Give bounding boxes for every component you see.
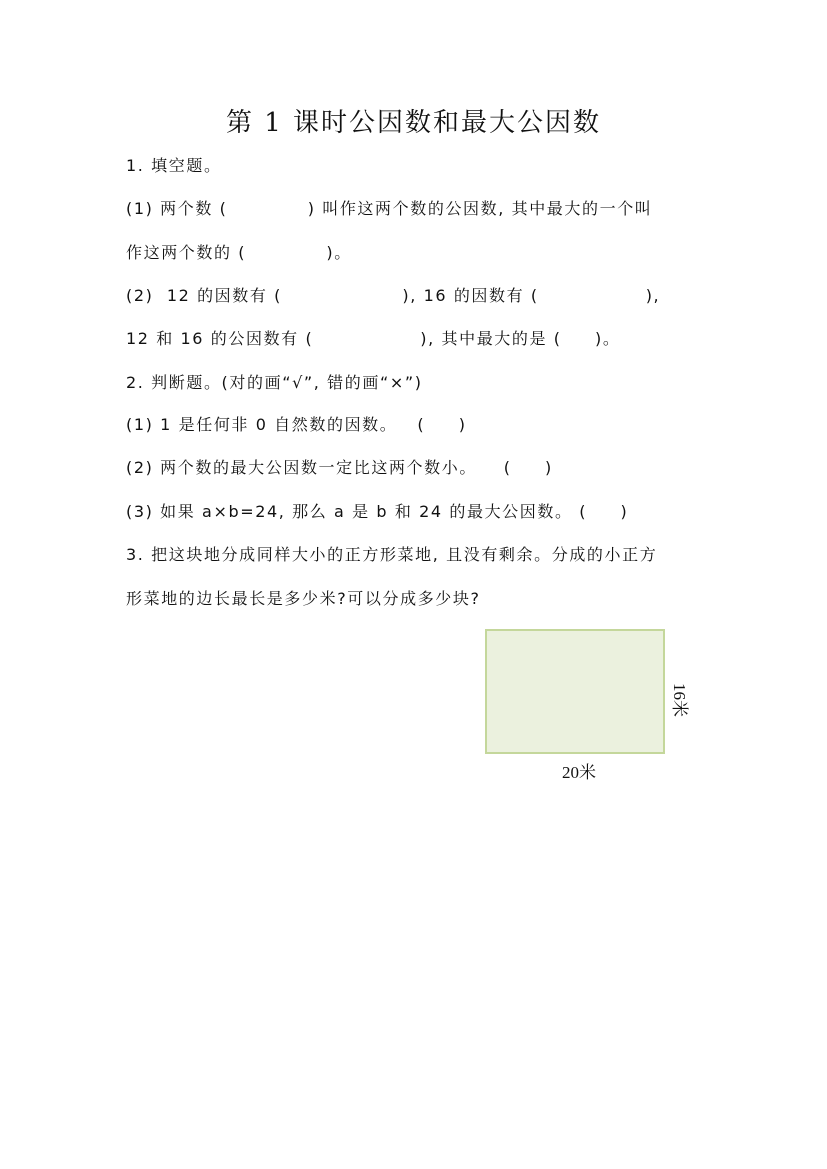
q1-2-line-1: (2) 12 的因数有 ( ), 16 的因数有 ( ), bbox=[126, 286, 661, 305]
section-1-heading: 1. 填空题。 bbox=[126, 156, 222, 175]
q1-2-line-2: 12 和 16 的公因数有 ( ), 其中最大的是 ( )。 bbox=[126, 329, 621, 348]
height-label: 16米 bbox=[670, 683, 689, 717]
section-2-heading: 2. 判断题。(对的画“√”, 错的画“×”) bbox=[126, 373, 423, 392]
q2-3: (3) 如果 a×b=24, 那么 a 是 b 和 24 的最大公因数。 ( ) bbox=[126, 502, 629, 521]
page-title: 第 1 课时公因数和最大公因数 bbox=[225, 108, 602, 138]
q1-1-line-1: (1) 两个数 ( ) 叫作这两个数的公因数, 其中最大的一个叫 bbox=[126, 199, 653, 218]
q2-1: (1) 1 是任何非 0 自然数的因数。 ( ) bbox=[126, 415, 467, 434]
q2-2: (2) 两个数的最大公因数一定比这两个数小。 ( ) bbox=[126, 458, 553, 477]
width-label: 20米 bbox=[562, 763, 596, 782]
field-rectangle bbox=[485, 629, 665, 754]
section-3-line-1: 3. 把这块地分成同样大小的正方形菜地, 且没有剩余。分成的小正方 bbox=[126, 545, 658, 564]
q1-1-line-2: 作这两个数的 ( )。 bbox=[126, 243, 352, 262]
section-3-line-2: 形菜地的边长最长是多少米?可以分成多少块? bbox=[126, 589, 481, 608]
